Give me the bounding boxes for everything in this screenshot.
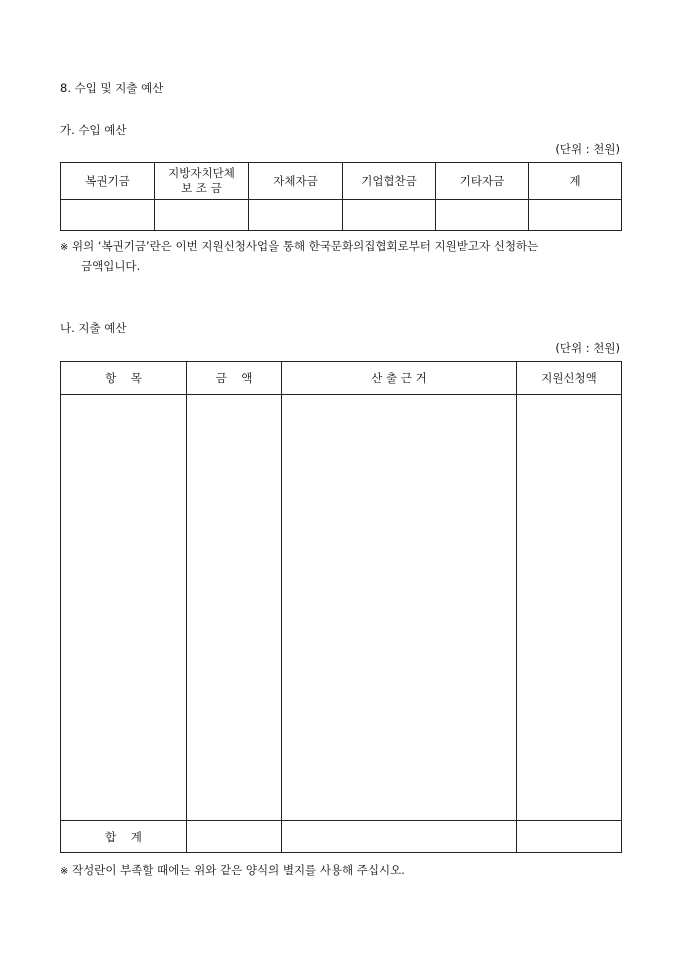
income-note-line1: 위의 ‘복권기금’란은 이번 지원신청사업을 통해 한국문화의집협회로부터 지원받고자 신청하는 xyxy=(72,239,539,253)
input-lottery-fund[interactable] xyxy=(61,200,155,231)
total-request-amount[interactable] xyxy=(517,821,622,853)
expense-note-text: 작성란이 부족할 때에는 위와 같은 양식의 별지를 사용해 주십시오. xyxy=(72,863,405,877)
header-item: 항 목 xyxy=(61,362,187,395)
body-request-amount[interactable] xyxy=(517,395,622,821)
body-basis[interactable] xyxy=(282,395,517,821)
body-amount[interactable] xyxy=(187,395,282,821)
header-own-funds: 자체자금 xyxy=(249,163,343,200)
section-title: 8. 수입 및 지출 예산 xyxy=(60,81,164,95)
income-input-row xyxy=(61,200,622,231)
header-local-subsidy-line2: 보 조 금 xyxy=(181,181,222,195)
expense-note xyxy=(60,862,405,878)
header-other-funds: 기타자금 xyxy=(436,163,529,200)
expense-total-row xyxy=(61,821,622,853)
income-header-row xyxy=(61,163,622,200)
expense-title: 나. 지출 예산 xyxy=(60,321,127,335)
total-amount[interactable] xyxy=(187,821,282,853)
header-lottery-fund: 복권기금 xyxy=(61,163,155,200)
note-mark: ※ xyxy=(60,866,69,877)
header-basis: 산 출 근 거 xyxy=(282,362,517,395)
input-own-funds[interactable] xyxy=(249,200,343,231)
income-note xyxy=(60,238,625,254)
total-label: 합 계 xyxy=(61,821,187,853)
income-note-line2: 금액입니다. xyxy=(81,259,141,273)
income-title: 가. 수입 예산 xyxy=(60,123,127,137)
total-basis[interactable] xyxy=(282,821,517,853)
header-total: 계 xyxy=(529,163,622,200)
expense-body-row xyxy=(61,395,622,821)
expense-table xyxy=(60,361,622,853)
header-sponsorship: 기업협찬금 xyxy=(343,163,436,200)
input-other-funds[interactable] xyxy=(436,200,529,231)
header-local-subsidy-line1: 지방자치단체 xyxy=(168,166,235,180)
income-table xyxy=(60,162,622,231)
body-item[interactable] xyxy=(61,395,187,821)
header-amount: 금 액 xyxy=(187,362,282,395)
expense-header-row xyxy=(61,362,622,395)
header-local-subsidy xyxy=(155,163,249,200)
note-mark: ※ xyxy=(60,242,69,253)
input-sponsorship[interactable] xyxy=(343,200,436,231)
input-total[interactable] xyxy=(529,200,622,231)
input-local-subsidy[interactable] xyxy=(155,200,249,231)
expense-unit: (단위 : 천원) xyxy=(555,341,620,355)
header-request-amount: 지원신청액 xyxy=(517,362,622,395)
income-unit: (단위 : 천원) xyxy=(555,142,620,156)
